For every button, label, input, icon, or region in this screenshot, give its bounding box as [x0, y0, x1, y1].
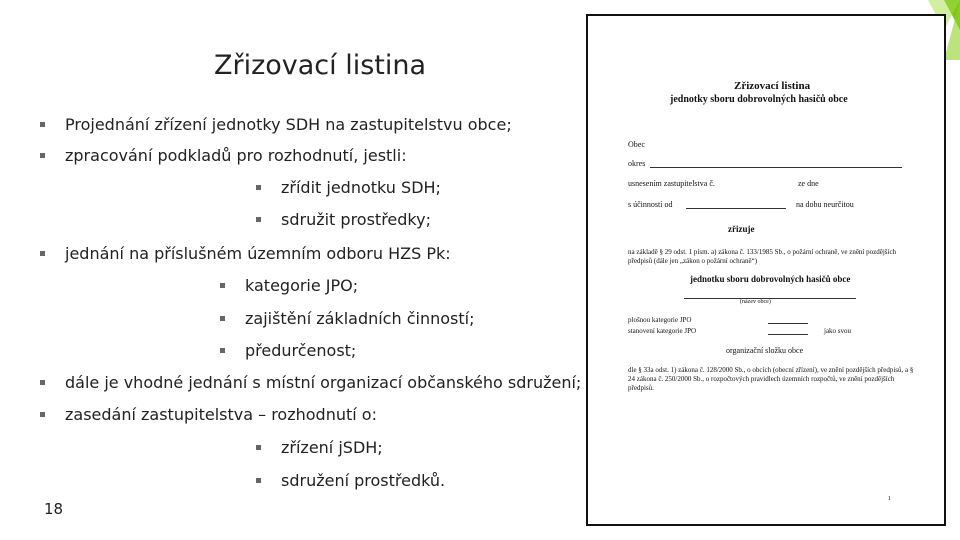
- slide-title: Zřizovací listina: [213, 50, 427, 81]
- bullet-text: zpracování podkladů pro rozhodnutí, jestli:: [65, 146, 407, 165]
- bullet-text: sdružení prostředků.: [281, 471, 446, 490]
- bullet-text: dále je vhodné jednání s místní organizací občanského sdružení;: [65, 373, 582, 392]
- doc-nazev-obce: (název obce): [740, 299, 771, 305]
- bullet-marker: [40, 153, 45, 158]
- bullet-marker: [256, 217, 261, 222]
- doc-stanoveni: stanovení kategorie JPO: [628, 327, 697, 335]
- document-subtitle: jednotky sboru dobrovolných hasičů obce: [670, 94, 848, 105]
- bullet-text: jednání na příslušném územním odboru HZS Pk:: [65, 244, 451, 263]
- doc-okres-label: okres: [628, 159, 646, 168]
- bullet-text: zřízení jSDH;: [281, 438, 383, 457]
- bullet-text: zasedání zastupitelstva – rozhodnutí o:: [65, 405, 377, 424]
- bullet-marker: [220, 348, 225, 353]
- doc-page-number: 1: [888, 496, 891, 502]
- doc-na-dobu-label: na dobu neurčitou: [796, 200, 854, 209]
- bullet-text: předurčenost;: [245, 341, 357, 360]
- bullet-text: kategorie JPO;: [245, 276, 359, 295]
- doc-plosna: plošnou kategorie JPO: [628, 316, 692, 324]
- bullet-marker: [40, 251, 45, 256]
- bullet-marker: [40, 412, 45, 417]
- doc-ze-dne-label: ze dne: [798, 179, 819, 188]
- doc-ucinnost-rule: [686, 208, 786, 209]
- doc-jako: jako svou: [824, 327, 852, 335]
- bullet-marker: [256, 185, 261, 190]
- bullet-text: sdružit prostředky;: [281, 210, 431, 229]
- bullet-marker: [40, 380, 45, 385]
- doc-obec-label: Obec: [628, 140, 645, 149]
- bullet-marker: [40, 122, 45, 127]
- bullet-text: Projednání zřízení jednotky SDH na zastupitelstvu obce;: [65, 115, 512, 134]
- doc-unit-title: jednotku sboru dobrovolných hasičů obce: [690, 274, 851, 284]
- bullet-marker: [256, 478, 261, 483]
- bullet-text: zajištění základních činností;: [245, 309, 475, 328]
- document-title: Zřizovací listina: [734, 80, 811, 92]
- slide-page-number: 18: [44, 500, 64, 518]
- bullet-marker: [220, 283, 225, 288]
- doc-organizacni: organizační složku obce: [726, 346, 804, 355]
- doc-zrizuje: zřizuje: [728, 224, 755, 234]
- doc-stanoveni-rule: [768, 334, 808, 335]
- doc-ucinnost-label: s účinností od: [628, 200, 673, 209]
- bullet-marker: [220, 316, 225, 321]
- doc-paragraph-1: na základě § 29 odst. 1 písm. a) zákona č. 133/1985 Sb., o požární ochraně, ve znění pozdějších předpisů (dále jen „zákon o požární ochraně“): [628, 248, 897, 265]
- bullet-text: zřídit jednotku SDH;: [281, 178, 441, 197]
- doc-okres-rule: [650, 167, 902, 168]
- bullet-marker: [256, 445, 261, 450]
- doc-usnesenim-label: usnesením zastupitelstva č.: [628, 179, 715, 188]
- doc-plosna-rule: [768, 323, 808, 324]
- document-image: [586, 14, 946, 526]
- doc-paragraph-2: dle § 33a odst. 1) zákona č. 128/2000 Sb., o obcích (obecní zřízení), ve znění pozdějších předpisů, a § 24 zákona č. 250/2000 Sb., o rozpočtových pravidlech územních rozpočtů, ve znění pozdějších předpisů.: [628, 366, 914, 392]
